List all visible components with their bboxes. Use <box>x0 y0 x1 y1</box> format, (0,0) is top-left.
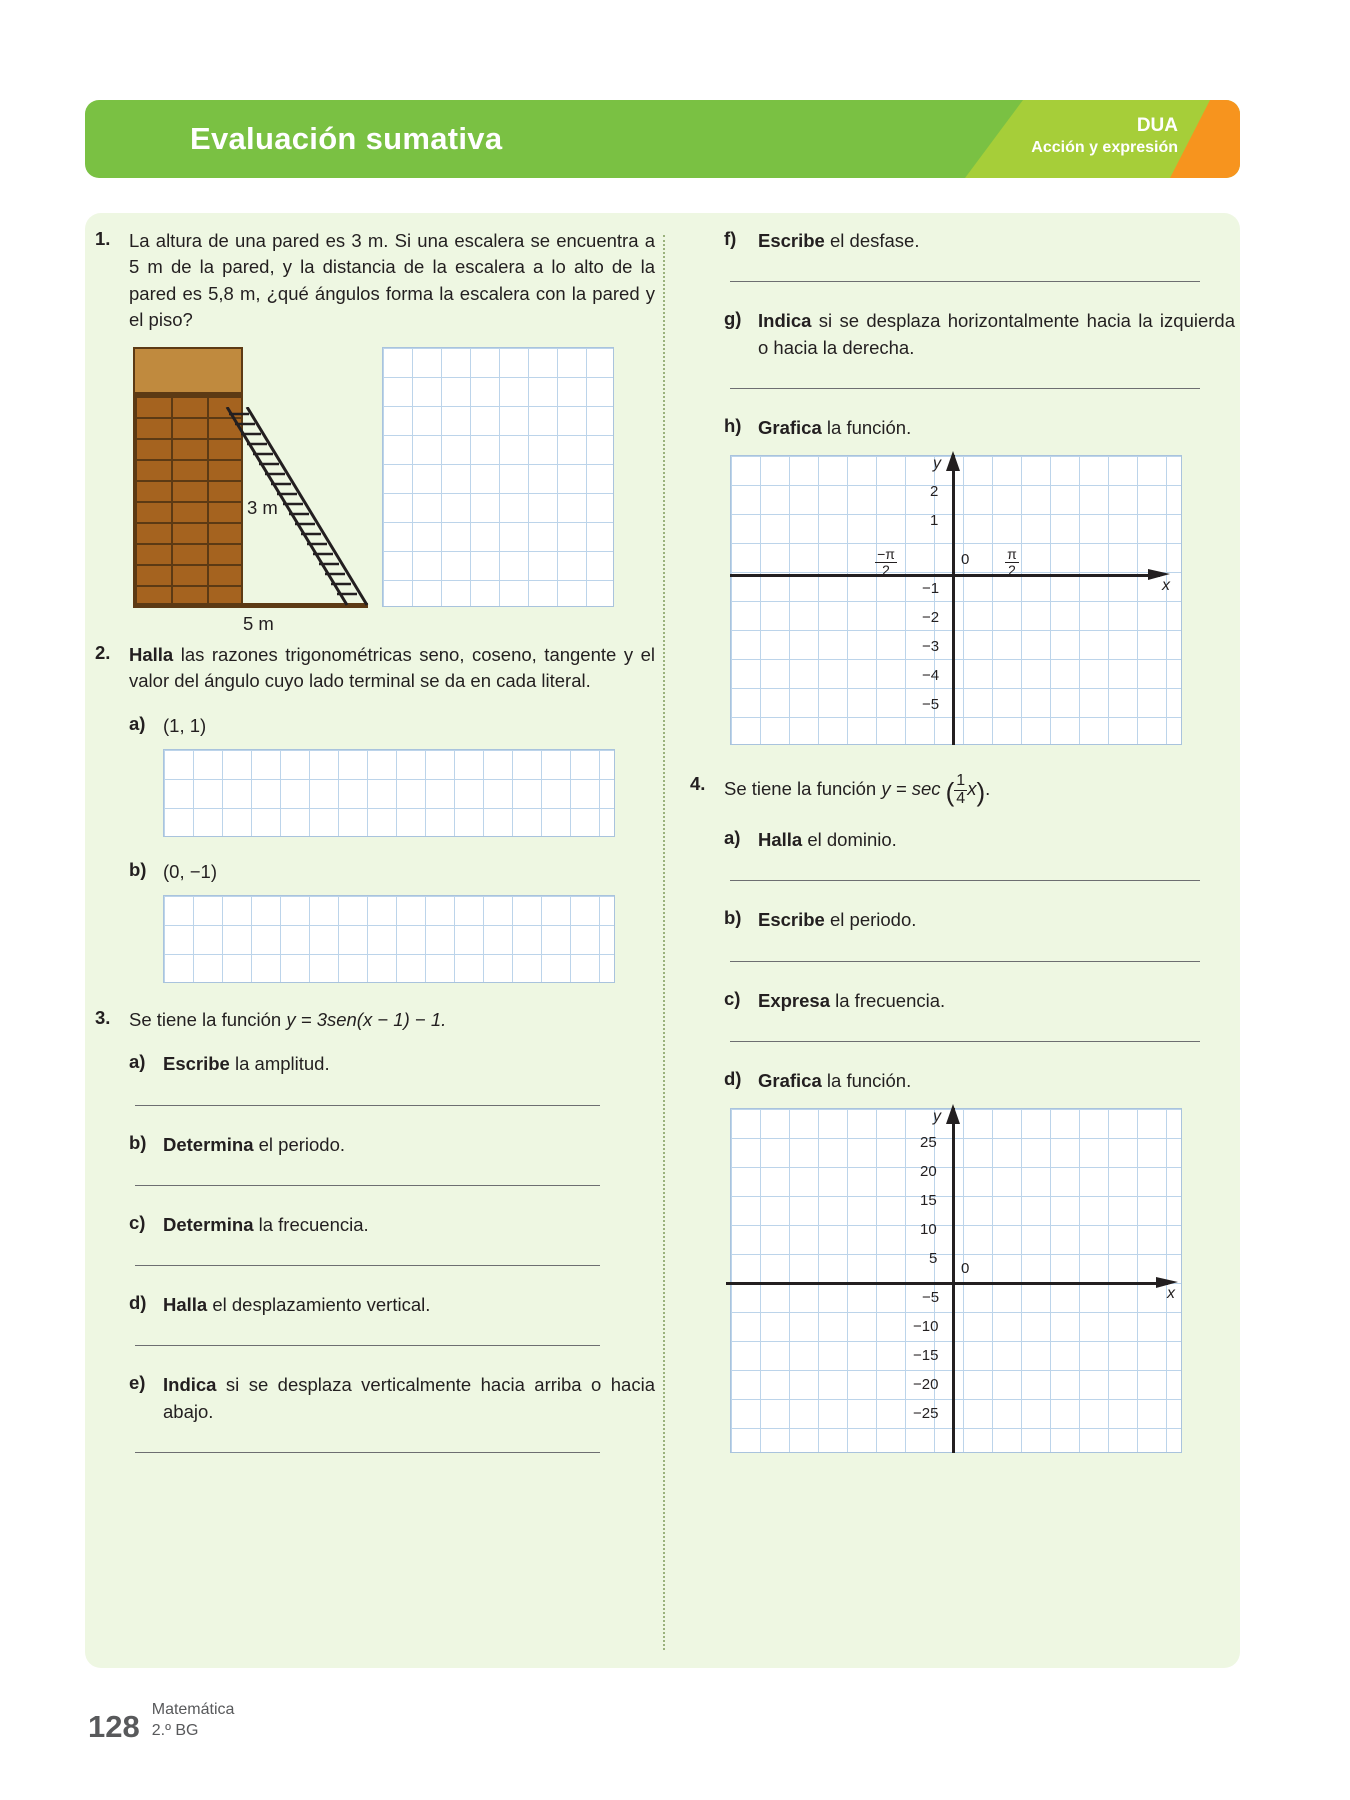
plot-secant-ytick-25: 25 <box>920 1134 937 1152</box>
question-3b-label: b) <box>129 1131 147 1153</box>
question-3a-text <box>163 1051 330 1077</box>
question-3h-text <box>758 415 911 441</box>
question-1 <box>95 228 655 333</box>
question-4-text: Se tiene la función y = sec ( $\frac{1}{4}$ x). <box>724 772 991 808</box>
plot-sine-y-label: y <box>933 455 941 473</box>
question-3a-lead: Escribe <box>163 1053 230 1075</box>
question-3a <box>129 1051 655 1077</box>
question-4 <box>690 773 1235 811</box>
question-3f-text <box>758 228 919 254</box>
question-3a-label: a) <box>129 1051 146 1073</box>
question-4b-body: el periodo. <box>824 909 917 931</box>
question-3c <box>129 1212 655 1238</box>
question-2-lead: Halla <box>129 644 174 666</box>
plot-sine-ytick--4: −4 <box>922 667 940 685</box>
question-3d-text <box>163 1292 430 1318</box>
page-title: Evaluación sumativa <box>190 121 503 156</box>
question-3e-label: e) <box>129 1372 146 1394</box>
plot-secant-ytick--10: −10 <box>913 1318 939 1336</box>
plot-sine-y-axis <box>952 455 955 745</box>
question-1-text: La altura de una pared es 3 m. Si una escalera se encuentra a 5 m de la pared, y la distancia de la escalera a lo alto de la pared es 5,8 m, ¿qué ángulos forma la escalera con la pared y el piso? <box>129 230 655 330</box>
plot-secant-ytick--15: −15 <box>913 1347 939 1365</box>
question-2 <box>95 642 655 695</box>
question-4-number: 4. <box>690 773 706 795</box>
page-number: 128 <box>88 1708 140 1744</box>
question-2-text <box>129 642 655 695</box>
answer-grid-q1[interactable] <box>382 347 614 607</box>
dua-badge <box>1031 114 1178 158</box>
question-4c <box>724 988 1235 1014</box>
question-4a-lead: Halla <box>758 829 803 851</box>
question-3g-text <box>758 308 1235 361</box>
question-4-function-suffix: x <box>967 778 977 800</box>
question-3a-body: la amplitud. <box>229 1053 330 1075</box>
question-3g <box>724 308 1235 361</box>
question-2a-label: a) <box>129 712 146 734</box>
question-2b-label: b) <box>129 858 147 880</box>
question-4d-body: la función. <box>821 1069 912 1091</box>
question-4d-lead: Grafica <box>758 1069 822 1091</box>
answer-line-3a[interactable] <box>135 1104 600 1106</box>
question-3b <box>129 1132 655 1158</box>
question-2-body: las razones trigonométricas seno, coseno, tangente y el valor del ángulo cuyo lado terminal se da en cada literal. <box>129 644 655 692</box>
plot-sine-ytick-1: 1 <box>930 512 939 530</box>
dua-title: DUA <box>1136 115 1178 136</box>
wall-top <box>133 347 243 394</box>
answer-grid-q2b[interactable] <box>163 895 615 983</box>
question-4d-label: d) <box>724 1067 742 1089</box>
plot-secant-x-label: x <box>1167 1285 1175 1303</box>
plot-secant-ytick--25: −25 <box>913 1405 939 1423</box>
plot-secant-ytick-20: 20 <box>920 1163 937 1181</box>
question-3f-body: el desfase. <box>824 230 920 251</box>
answer-line-4c[interactable] <box>730 1040 1200 1042</box>
question-3g-body: si se desplaza horizontalmente hacia la izquierda o hacia la derecha. <box>758 310 1235 358</box>
question-4c-label: c) <box>724 987 741 1009</box>
fraction-den: 4 <box>956 789 966 807</box>
plot-sine-y-arrow <box>945 451 963 475</box>
plot-sine-origin: 0 <box>961 551 970 569</box>
question-3d-label: d) <box>129 1292 147 1314</box>
question-3g-lead: Indica <box>758 310 812 332</box>
page-footer <box>88 1700 234 1745</box>
plot-sine-x-arrow <box>1148 566 1174 584</box>
label-height: 3 m <box>247 497 278 519</box>
answer-line-4a[interactable] <box>730 879 1200 881</box>
plot-secant-x-axis <box>726 1282 1168 1285</box>
answer-line-3g[interactable] <box>730 387 1200 389</box>
footer-level: 2.º BG <box>151 1721 199 1739</box>
answer-line-3f[interactable] <box>730 280 1200 282</box>
question-4b-lead: Escribe <box>758 909 825 931</box>
plot-sine-ytick--5: −5 <box>922 696 940 714</box>
plot-sine-ytick--3: −3 <box>922 638 940 656</box>
question-3c-body: la frecuencia. <box>253 1213 369 1235</box>
question-4-function-prefix: y = sec <box>881 778 941 800</box>
question-4c-body: la frecuencia. <box>830 989 946 1011</box>
question-3-number: 3. <box>95 1007 111 1029</box>
answer-line-4b[interactable] <box>730 960 1200 962</box>
plot-sine[interactable] <box>730 455 1182 745</box>
plot-secant[interactable] <box>730 1108 1182 1453</box>
question-4d-text <box>758 1068 911 1094</box>
question-2a-text: (1, 1) <box>163 714 207 736</box>
footer-subject: Matemática <box>151 1701 235 1718</box>
plot-secant-ytick-5: 5 <box>929 1250 938 1268</box>
question-3d-lead: Halla <box>163 1294 208 1316</box>
question-3h <box>724 415 1235 441</box>
question-4a <box>724 827 1235 853</box>
question-3g-label: g) <box>724 308 742 330</box>
question-4d <box>724 1068 1235 1094</box>
plot-secant-ytick-10: 10 <box>920 1221 937 1239</box>
question-4-body: Se tiene la función <box>724 778 882 800</box>
dua-subtitle: Acción y expresión <box>1031 138 1178 156</box>
answer-line-3b[interactable] <box>135 1184 600 1186</box>
question-4a-text <box>758 827 897 853</box>
plot-secant-ytick--20: −20 <box>913 1376 939 1394</box>
question-2b <box>129 859 655 885</box>
answer-line-3d[interactable] <box>135 1344 600 1346</box>
question-3-text <box>129 1007 446 1033</box>
question-2b-text: (0, −1) <box>163 860 217 882</box>
question-3f <box>724 228 1235 254</box>
right-column <box>690 228 1235 1453</box>
plot-secant-origin: 0 <box>961 1260 970 1278</box>
fraction-1-4 <box>954 773 967 808</box>
question-3h-lead: Grafica <box>758 416 822 438</box>
plot-secant-y-arrow <box>945 1104 963 1128</box>
fraction-neg-pi-2: $\frac{-\pi}{2}$ <box>877 546 895 578</box>
plot-sine-xtick-pi2 <box>992 547 1032 577</box>
question-3d-body: el desplazamiento vertical. <box>207 1294 431 1316</box>
plot-sine-ytick--1: −1 <box>922 580 940 598</box>
question-4b <box>724 907 1235 933</box>
question-3f-lead: Escribe <box>758 230 825 251</box>
question-3f-label: f) <box>724 228 737 249</box>
footer-meta <box>152 1700 235 1745</box>
question-4c-text <box>758 988 945 1014</box>
answer-line-3e[interactable] <box>135 1451 600 1453</box>
plot-secant-y-label: y <box>933 1108 941 1126</box>
question-2a <box>129 713 655 739</box>
question-3c-label: c) <box>129 1211 146 1233</box>
question-3-function: y = 3sen(x − 1) − 1. <box>286 1009 447 1031</box>
question-4b-label: b) <box>724 907 742 929</box>
question-3e-text <box>163 1372 655 1425</box>
plot-sine-ytick-2: 2 <box>930 483 939 501</box>
question-3 <box>95 1007 655 1033</box>
question-3b-body: el periodo. <box>253 1133 346 1155</box>
paren-open: ( <box>945 777 955 808</box>
plot-secant-ytick-15: 15 <box>920 1192 937 1210</box>
question-3h-label: h) <box>724 414 742 436</box>
question-4a-label: a) <box>724 827 741 849</box>
question-4b-text <box>758 907 916 933</box>
question-3e-body: si se desplaza verticalmente hacia arriba o hacia abajo. <box>163 1374 655 1422</box>
question-3h-body: la función. <box>821 416 912 438</box>
label-base: 5 m <box>243 613 274 635</box>
left-column <box>95 228 655 1479</box>
question-3d <box>129 1292 655 1318</box>
paren-close: ) <box>976 777 986 808</box>
question-2-number: 2. <box>95 642 111 664</box>
answer-line-3c[interactable] <box>135 1264 600 1266</box>
plot-sine-grid <box>730 455 1182 745</box>
question-3c-lead: Determina <box>163 1213 254 1235</box>
plot-sine-x-axis <box>730 574 1160 577</box>
fraction-num: 1 <box>956 772 966 790</box>
column-divider <box>663 235 665 1650</box>
answer-grid-q2a[interactable] <box>163 749 615 837</box>
question-3-body: Se tiene la función <box>129 1009 287 1031</box>
question-3c-text <box>163 1212 369 1238</box>
plot-secant-grid <box>730 1108 1182 1453</box>
question-3e <box>129 1372 655 1425</box>
question-3b-lead: Determina <box>163 1133 254 1155</box>
plot-sine-ytick--2: −2 <box>922 609 940 627</box>
plot-sine-x-label: x <box>1162 577 1170 595</box>
question-1-number: 1. <box>95 228 111 249</box>
ladder-illustration <box>95 347 370 635</box>
question-4c-lead: Expresa <box>758 989 830 1011</box>
question-4a-body: el dominio. <box>802 829 897 851</box>
question-3e-lead: Indica <box>163 1374 217 1396</box>
fraction-pi-2: $\frac{\pi}{2}$ <box>1007 546 1017 578</box>
plot-secant-y-axis <box>952 1108 955 1453</box>
question-3b-text <box>163 1132 345 1158</box>
plot-sine-xtick--pi2 <box>866 547 906 577</box>
page-header <box>85 100 1240 178</box>
plot-secant-ytick--5: −5 <box>922 1289 940 1307</box>
